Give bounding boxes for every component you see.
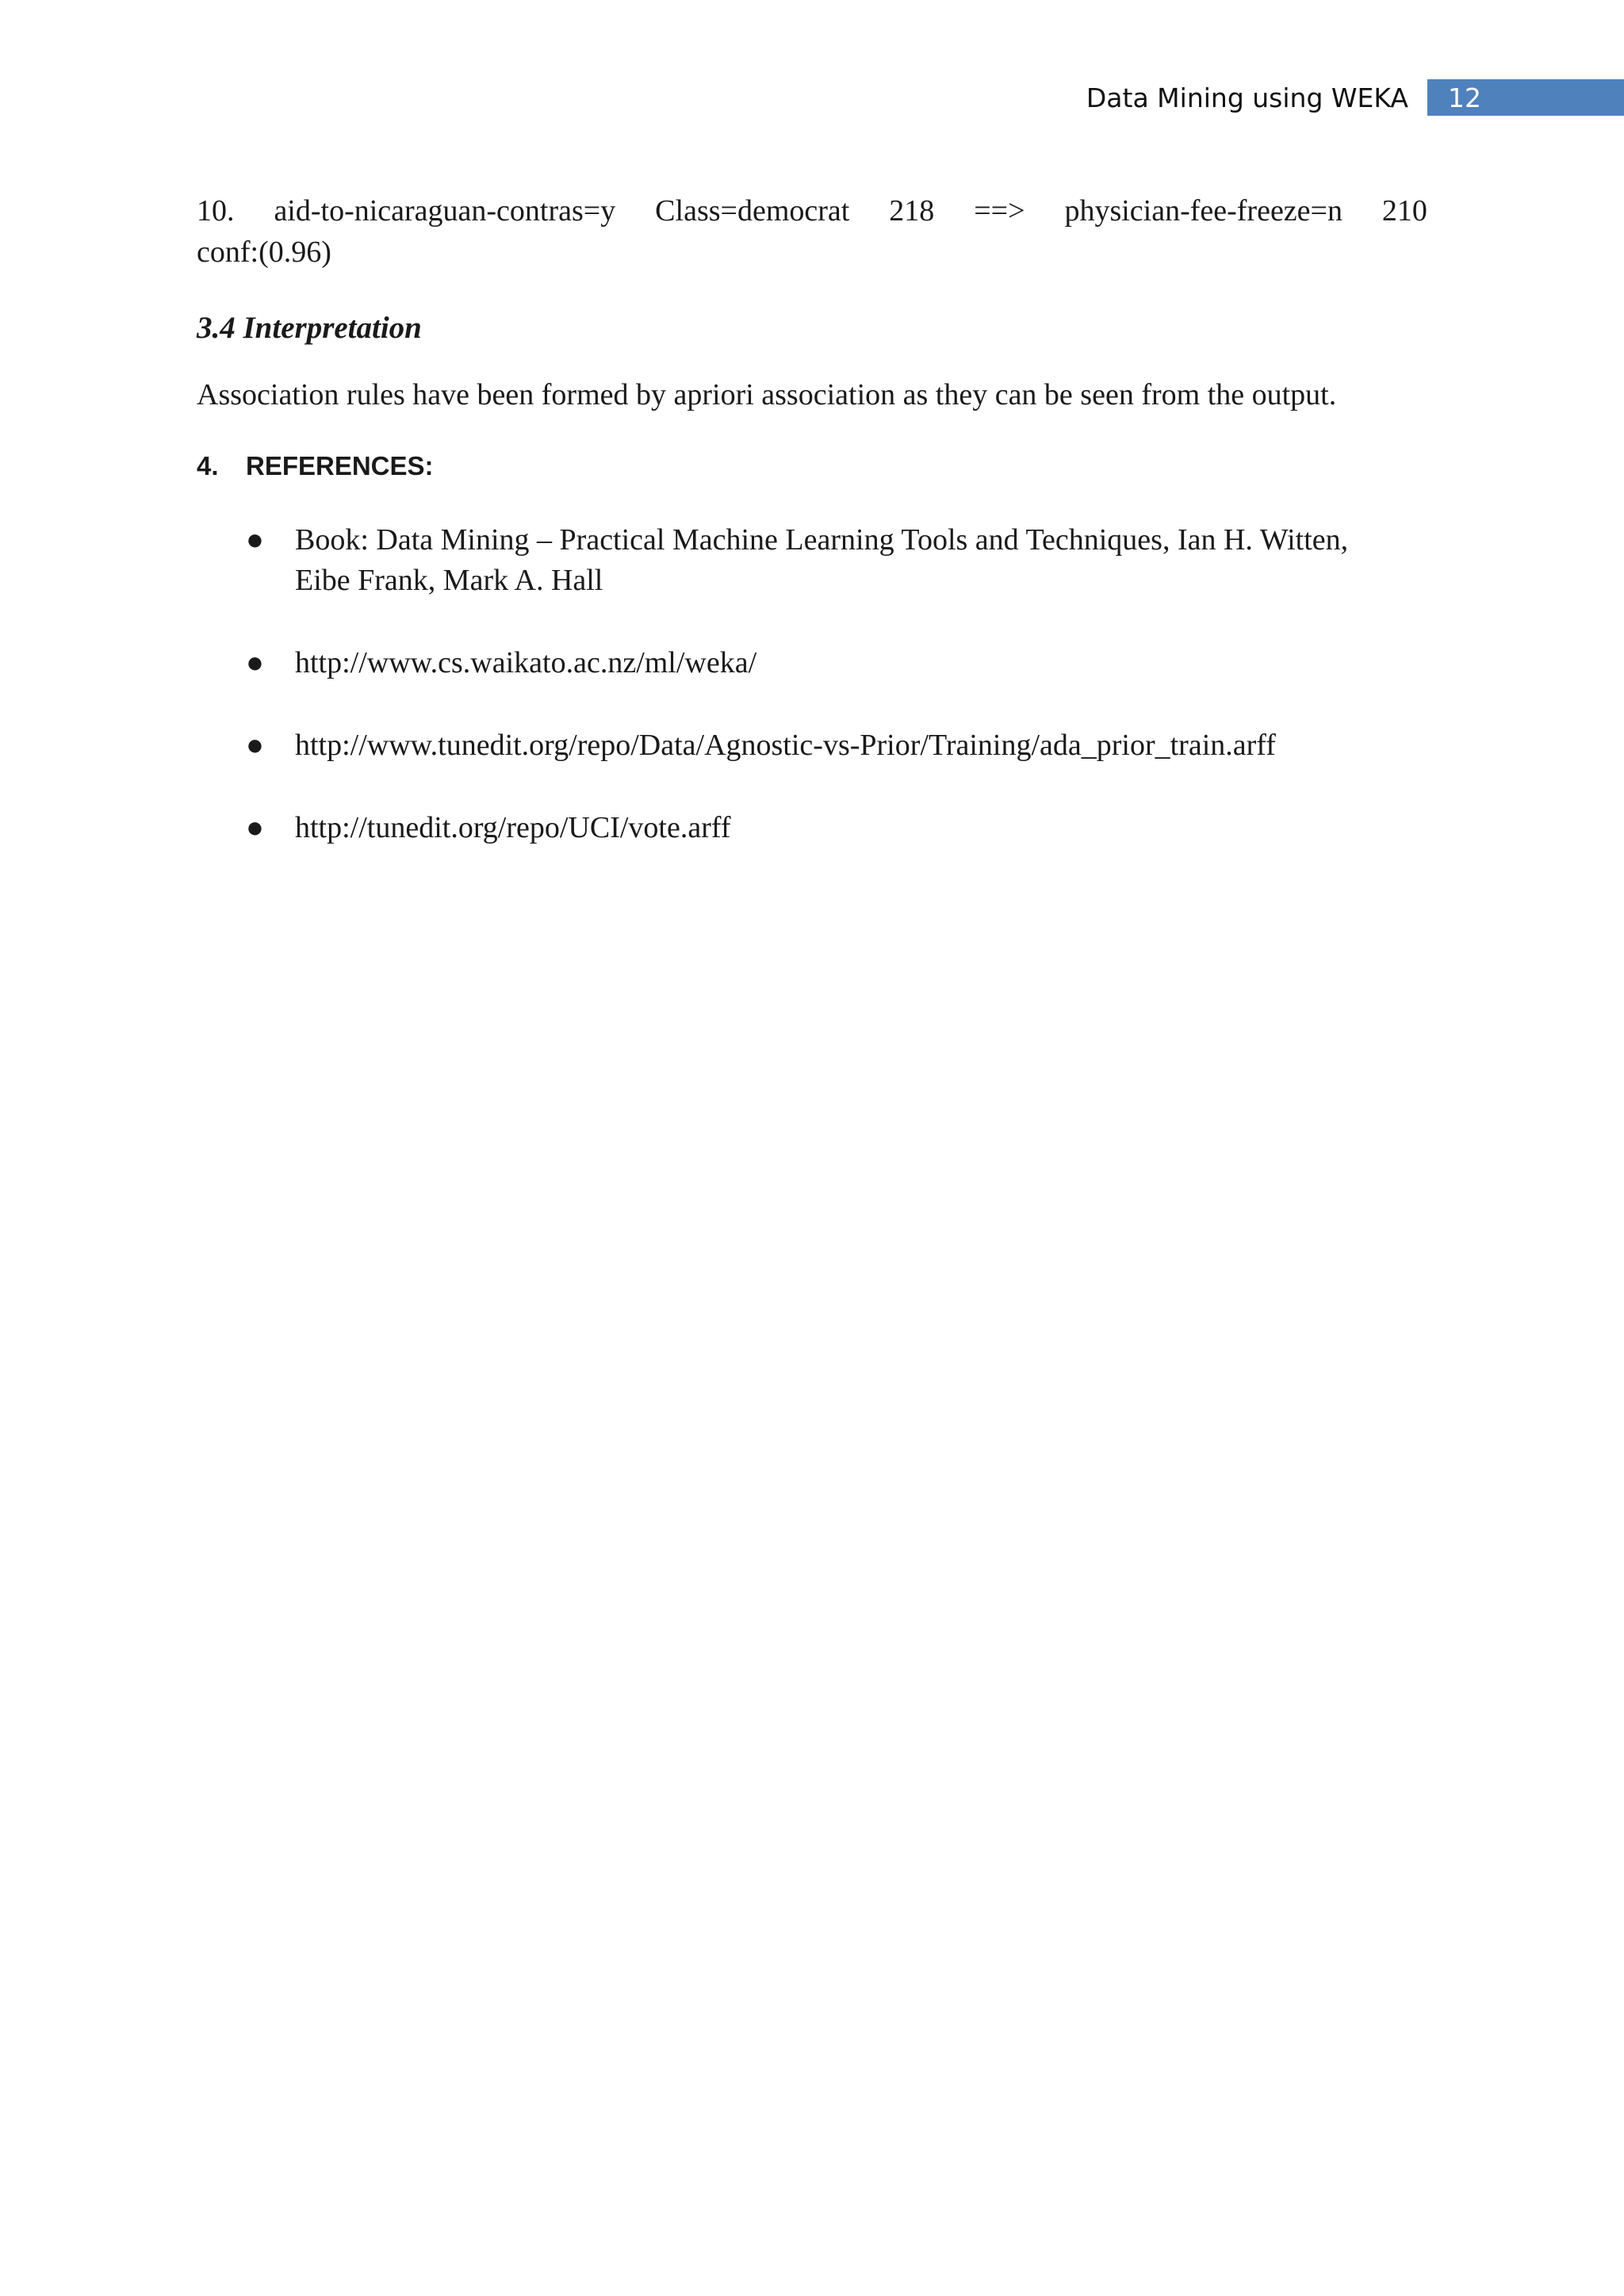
references-heading	[197, 450, 1427, 482]
reference-link[interactable]: http://www.tunedit.org/repo/Data/Agnostic-vs-Prior/Training/ada_prior_train.arff	[295, 729, 1276, 762]
references-number: 4.	[197, 451, 219, 480]
reference-link[interactable]: http://www.cs.waikato.ac.nz/ml/weka/	[295, 646, 757, 679]
section-heading-interpretation: 3.4 Interpretation	[197, 311, 422, 345]
page-number-badge	[1427, 79, 1624, 116]
rule-token: ==>	[974, 194, 1025, 228]
reference-text-continued: Eibe Frank, Mark A. Hall	[295, 564, 603, 597]
references-list	[197, 520, 1427, 848]
reference-link[interactable]: http://tunedit.org/repo/UCI/vote.arff	[295, 811, 731, 844]
rule-token: 10.	[197, 194, 235, 228]
bullet-icon: ●	[246, 729, 264, 762]
reference-text: Book: Data Mining – Practical Machine Learning Tools and Techniques, Ian H. Witten,	[295, 523, 1349, 557]
page-header	[1086, 79, 1624, 116]
rule-token: Class=democrat	[655, 194, 850, 228]
association-rule	[197, 190, 1427, 232]
bullet-icon: ●	[246, 811, 264, 844]
rule-token: 218	[889, 194, 935, 228]
rule-token: 210	[1381, 194, 1427, 228]
references-title: REFERENCES:	[246, 451, 434, 480]
header-title: Data Mining using WEKA	[1086, 82, 1408, 113]
rule-confidence: conf:(0.96)	[197, 235, 331, 269]
list-item	[197, 808, 1427, 848]
list-item	[197, 520, 1427, 601]
document-body	[197, 190, 1427, 890]
rule-token: aid-to-nicaraguan-contras=y	[274, 194, 616, 228]
list-item	[197, 643, 1427, 683]
page-number: 12	[1448, 82, 1481, 113]
bullet-icon: ●	[246, 646, 264, 679]
list-item	[197, 725, 1427, 766]
rule-token: physician-fee-freeze=n	[1064, 194, 1342, 228]
bullet-icon: ●	[246, 523, 264, 557]
interpretation-paragraph: Association rules have been formed by apriori association as they can be seen from the output.	[197, 378, 1337, 411]
